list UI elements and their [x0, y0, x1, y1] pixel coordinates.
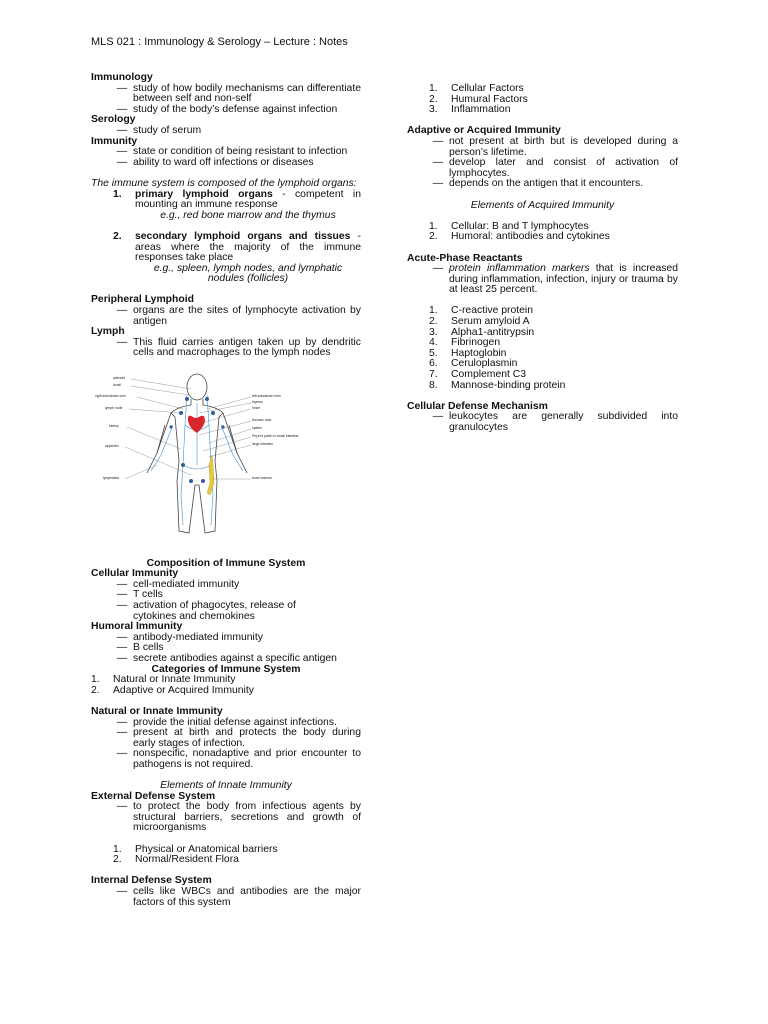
list-item: — activation of phagocytes, release of cytokines and chemokines [116, 600, 296, 622]
label-spleen: spleen [252, 426, 262, 431]
label-kidney: kidney [109, 424, 119, 429]
list-item: 2. Serum amyloid A [429, 316, 530, 328]
list-item: 2. Adaptive or Acquired Immunity [91, 684, 254, 696]
heading-natural-immunity: Natural or Innate Immunity [91, 705, 223, 717]
list-item: — cell-mediated immunity [116, 578, 240, 590]
list-item: — antibody-mediated immunity [116, 631, 263, 643]
list-item: 1. Cellular Factors [429, 83, 524, 94]
heading-immunity: Immunity [91, 135, 138, 147]
heading-composition: Composition of Immune System [146, 557, 306, 569]
list-item: — leukocytes are generally subdivided into granulocytes [432, 411, 678, 433]
list-item: — develop later and consist of activation of lymphocytes. [432, 157, 678, 179]
heading-cellular-defense: Cellular Defense Mechanism [407, 400, 548, 412]
heading-lymph: Lymph [91, 326, 125, 338]
list-item: — cells like WBCs and antibodies are the major factors of this system [116, 886, 361, 908]
list-item: — nonspecific, nonadaptive and prior encounter to pathogens is not required. [116, 748, 361, 770]
list-item: — provide the initial defense against infections. [116, 716, 337, 728]
label-leaders [125, 379, 251, 479]
list-item: — depends on the antigen that it encounters. [432, 178, 644, 190]
right-column [407, 84, 678, 434]
heading-humoral-immunity: Humoral Immunity [91, 621, 183, 633]
label-large-intestine: large intestine [252, 442, 274, 447]
organ-example: e.g., red bone marrow and the thymus [160, 209, 336, 221]
list-item: — organs are the sites of lymphocyte activation by antigen [116, 305, 361, 327]
list-item: — study of serum [116, 124, 202, 136]
heading-acute-phase: Acute-Phase Reactants [407, 252, 523, 264]
list-item: 1. Natural or Innate Immunity [91, 674, 236, 686]
list-item: 2. secondary lymphoid organs and tissues - areas where the majority of the immune responses take place [113, 230, 361, 264]
list-item: 5. Haptoglobin [429, 347, 507, 359]
list-item: — secrete antibodies against a specific antigen [116, 652, 337, 664]
list-item: — protein inflammation markers that is increased during inflammation, infection, injury or trauma by at least 25 percent. [432, 263, 678, 296]
label-lymph-node: lymph node [105, 406, 123, 411]
left-column [91, 73, 361, 908]
heading-adaptive-immunity: Adaptive or Acquired Immunity [407, 125, 561, 137]
label-thoracic-duct: thoracic duct [252, 418, 272, 423]
heading-serology: Serology [91, 114, 136, 126]
label-right-subclavian-vein: right subclavian vein [95, 394, 126, 399]
list-item: 8. Mannose-binding protein [429, 379, 566, 391]
list-item: 3. Inflammation [429, 104, 511, 116]
heading-elements-acquired: Elements of Acquired Immunity [470, 199, 615, 211]
list-item: — T cells [116, 589, 163, 601]
label-peyers-patch: Peyer's patch in small intestine [252, 434, 299, 439]
list-item: — study of the body’s defense against infection [116, 103, 338, 115]
list-item: 7. Complement C3 [429, 369, 527, 381]
heading-internal-defense: Internal Defense System [91, 875, 212, 887]
list-item: — This fluid carries antigen taken up by dendritic cells and macrophages to the lymph nodes [116, 336, 361, 359]
label-heart: heart [252, 406, 260, 411]
list-item: 1. Physical or Anatomical barriers [113, 843, 278, 855]
list-item: — present at birth and protects the body during early stages of infection. [116, 727, 361, 749]
list-item: 2. Normal/Resident Flora [113, 854, 239, 866]
list-item: — B cells [116, 642, 164, 654]
label-tonsil: tonsil [113, 383, 121, 388]
list-item: 3. Alpha1-antitrypsin [429, 326, 535, 338]
page-header: MLS 021 : Immunology & Serology – Lecture : Notes [91, 36, 348, 48]
label-thymus: thymus [252, 400, 263, 405]
heading-peripheral-lymphoid: Peripheral Lymphoid [91, 294, 194, 306]
lymphatic-system-figure [91, 365, 299, 543]
heading-immunology: Immunology [91, 72, 153, 83]
heading-cellular-immunity: Cellular Immunity [91, 568, 179, 580]
list-item: 1. primary lymphoid organs - competent in mounting an immune response [113, 188, 361, 211]
list-item: — ability to ward off infections or diseases [116, 156, 314, 168]
lymph-vessels [151, 395, 243, 525]
list-item: 1. Cellular: B and T lymphocytes [429, 220, 589, 232]
label-adenoid: adenoid [113, 376, 126, 381]
list-item: 2. Humoral: antibodies and cytokines [429, 231, 610, 243]
list-item: — state or condition of being resistant to infection [116, 146, 348, 158]
heading-categories: Categories of Immune System [151, 663, 301, 675]
list-item: 4. Fibrinogen [429, 337, 501, 349]
list-item: — to protect the body from infectious agents by structural barriers, secretions and growth of microorganisms [116, 801, 361, 834]
list-item: 2. Humural Factors [429, 93, 528, 105]
heart-icon [188, 416, 205, 433]
list-item: — not present at birth but is developed during a person’s lifetime. [432, 135, 678, 158]
organ-example: e.g., spleen, lymph nodes, and lymphatic nodules (follicles) [153, 262, 343, 285]
label-bone-marrow: bone marrow [252, 476, 272, 481]
bone-marrow-icon [207, 455, 214, 495]
list-item: — study of how bodily mechanisms can differentiate between self and non-self [116, 82, 361, 105]
list-item: 1. C-reactive protein [429, 305, 534, 317]
label-lymphatics: lymphatics [103, 476, 120, 481]
immune-system-intro: The immune system is composed of the lymphoid organs: [91, 177, 357, 189]
list-item: 6. Ceruloplasmin [429, 358, 518, 370]
heading-elements-innate: Elements of Innate Immunity [160, 780, 292, 792]
label-left-subclavian-vein: left subclavian vein [252, 394, 281, 399]
heading-external-defense: External Defense System [91, 790, 216, 802]
label-appendix: appendix [105, 444, 119, 449]
